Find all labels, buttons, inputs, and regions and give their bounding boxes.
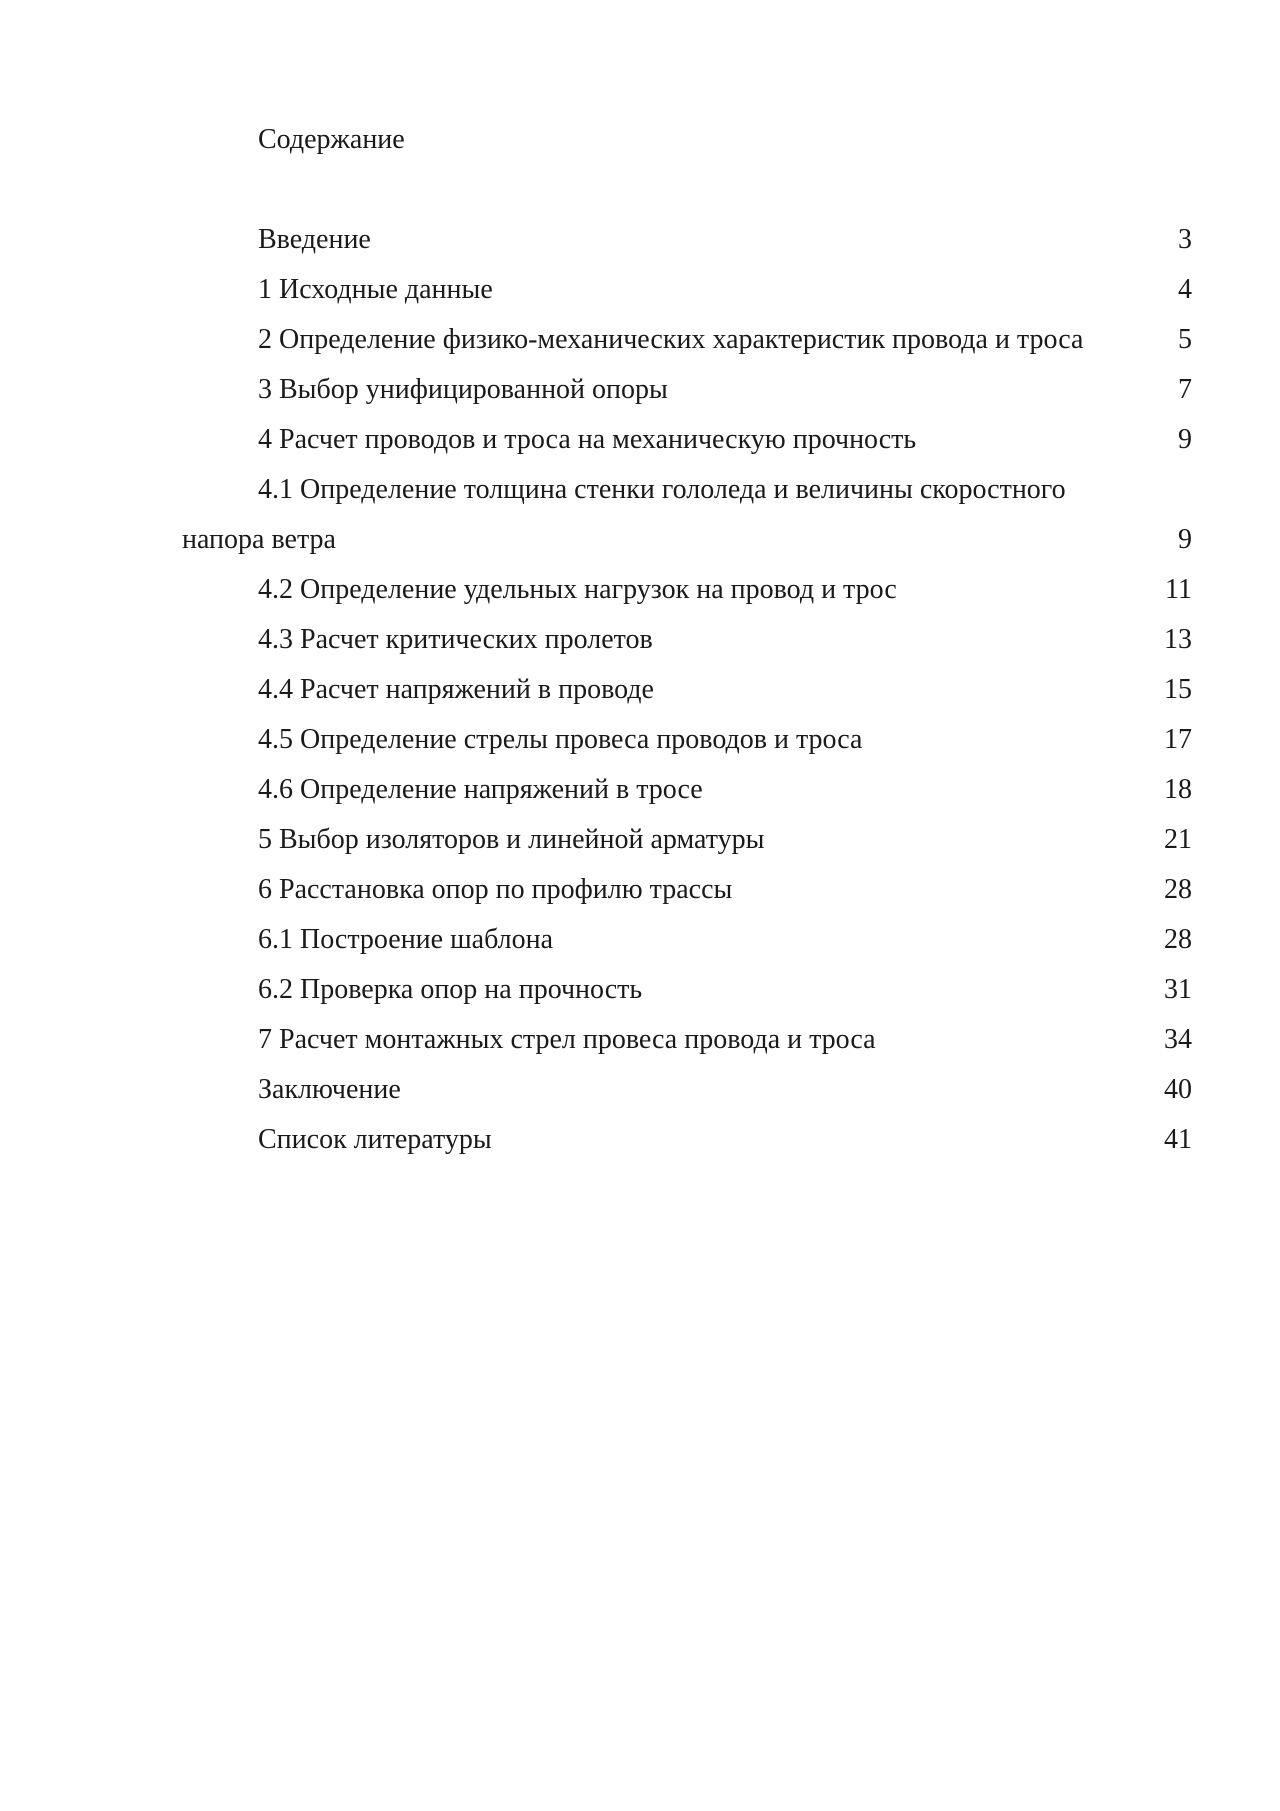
toc-entry: [0, 320, 1280, 360]
toc-entry-title: 3 Выбор унифицированной опоры: [258, 374, 668, 405]
toc-entry-title: 4.6 Определение напряжений в тросе: [258, 774, 703, 805]
toc-entry: [0, 1070, 1280, 1110]
toc-entry: [0, 770, 1280, 810]
toc-entry-page: 40: [1164, 1074, 1192, 1105]
toc-entry-page: 3: [1178, 224, 1192, 255]
toc-entry-page: 34: [1164, 1024, 1192, 1055]
toc-entry-title: 4.5 Определение стрелы провеса проводов и троса: [258, 724, 863, 755]
toc-entry-page: 7: [1178, 374, 1192, 405]
toc-entry-title: 6 Расстановка опор по профилю трассы: [258, 874, 733, 905]
toc-entry: [0, 370, 1280, 410]
page-title: Содержание: [258, 124, 405, 155]
toc-entry-page: 9: [1178, 424, 1192, 455]
toc-entry: [0, 470, 1280, 510]
toc-entry-page: 4: [1178, 274, 1192, 305]
toc-entry-page: 13: [1164, 624, 1192, 655]
toc-entry: [0, 670, 1280, 710]
toc-entry-page: 41: [1164, 1124, 1192, 1155]
toc-entry: [0, 820, 1280, 860]
toc-entry-title: 5 Выбор изоляторов и линейной арматуры: [258, 824, 765, 855]
toc-entry: [0, 1020, 1280, 1060]
toc-entry: [0, 220, 1280, 260]
toc-entry-title: 4.2 Определение удельных нагрузок на провод и трос: [258, 574, 897, 605]
toc-entry: [0, 270, 1280, 310]
toc-entry-title: 6.2 Проверка опор на прочность: [258, 974, 643, 1005]
toc-entry-title: 4.1 Определение толщина стенки гололеда и величины скоростного: [258, 474, 1066, 505]
toc-entry-page: 31: [1164, 974, 1192, 1005]
toc-entry: [0, 420, 1280, 460]
toc-entry-page: 15: [1164, 674, 1192, 705]
toc-entry: [0, 970, 1280, 1010]
toc-entry: [0, 920, 1280, 960]
toc-entry-title: Заключение: [258, 1074, 401, 1105]
toc-entry-title: 7 Расчет монтажных стрел провеса провода и троса: [258, 1024, 876, 1055]
toc-entry: [0, 870, 1280, 910]
toc-entry: [0, 720, 1280, 760]
toc-entry-title: Введение: [258, 224, 371, 255]
toc-entry: [0, 570, 1280, 610]
toc-entry-page: 18: [1164, 774, 1192, 805]
toc-entry-title: 1 Исходные данные: [258, 274, 493, 305]
toc-entry-title: Список литературы: [258, 1124, 492, 1155]
toc-entry-title: 4 Расчет проводов и троса на механическую прочность: [258, 424, 917, 455]
toc-entry: [0, 620, 1280, 660]
toc-entry-page: 5: [1178, 324, 1192, 355]
toc-entry: [0, 1120, 1280, 1160]
toc-entry-page: 28: [1164, 874, 1192, 905]
toc-entry-page: 21: [1164, 824, 1192, 855]
toc-entry-title: 4.3 Расчет критических пролетов: [258, 624, 653, 655]
toc-entry-page: 17: [1164, 724, 1192, 755]
toc-entry-page: 28: [1164, 924, 1192, 955]
toc-entry-title: 2 Определение физико-механических характеристик провода и троса: [258, 324, 1084, 355]
toc-entry-title: напора ветра: [182, 524, 336, 555]
toc-entry-page: 11: [1165, 574, 1192, 605]
toc-entry-title: 4.4 Расчет напряжений в проводе: [258, 674, 654, 705]
toc-entry-title: 6.1 Построение шаблона: [258, 924, 554, 955]
toc-entry-page: 9: [1178, 524, 1192, 555]
toc-entry-continuation: [0, 520, 1280, 560]
